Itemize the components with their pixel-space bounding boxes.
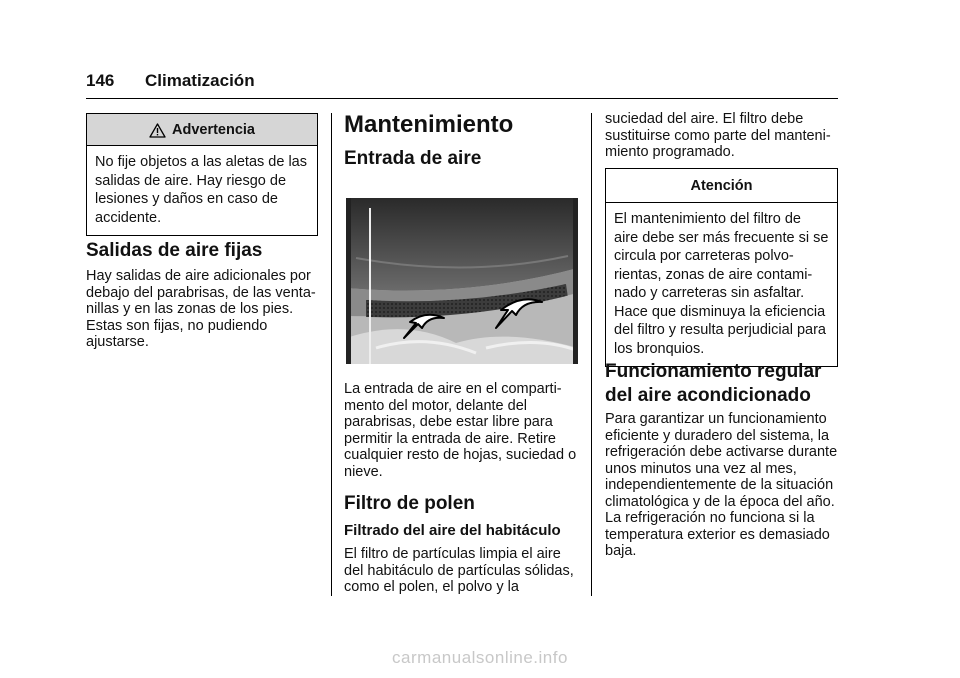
- fixed-vents-heading: Salidas de aire fijas: [86, 240, 263, 261]
- filter-continued-text: suciedad del aire. El filtro debe sustituirse como parte del manteni-miento programado.: [605, 111, 831, 160]
- warning-box-title: Advertencia: [171, 122, 255, 138]
- warning-triangle-icon: [149, 123, 166, 138]
- pollen-filter-heading: Filtro de polen: [344, 493, 475, 514]
- fixed-vents-text: Hay salidas de aire adicionales por debajo del parabrisas, de las venta-nillas y en las zonas de los pies. Estas son fijas, no pudiendo ajustarse.: [86, 268, 316, 350]
- column-divider-2: [591, 113, 592, 596]
- notice-box: [605, 168, 838, 367]
- engine-bay-air-intake-photo: [346, 198, 578, 364]
- notice-box-title: Atención: [606, 169, 837, 203]
- watermark: carmanualsonline.info: [392, 648, 568, 667]
- notice-box-text: El mantenimiento del filtro de aire debe ser más frecuente si se circula por carreteras polvo-rientas, zonas de aire contami-nado y carreteras sin asfaltar. Hace que disminuya la eficiencia del filtro y resulta perjudicial para los bronquios.: [614, 211, 829, 357]
- chapter-title: Climatización: [145, 71, 255, 90]
- air-intake-heading: Entrada de aire: [344, 148, 482, 169]
- warning-box-text: No fije objetos a las aletas de las salidas de aire. Hay riesgo de lesiones y daños en caso de accidente.: [87, 145, 317, 235]
- header-rule: [86, 98, 838, 99]
- warning-box: [86, 113, 318, 236]
- ac-regular-text: Para garantizar un funcionamiento eficiente y duradero del sistema, la refrigeración debe activarse durante unos minutos una vez al mes, independientemente de la situación climatológica y de la época del año. La refrigeración no funciona si la temperatura exterior es demasiado baja.: [605, 411, 838, 559]
- maintenance-heading: Mantenimiento: [344, 111, 514, 138]
- column-divider-1: [331, 113, 332, 596]
- warning-box-header: [87, 114, 317, 145]
- pollen-filter-text: El filtro de partículas limpia el aire del habitáculo de partículas sólidas, como el polen, el polvo y la: [344, 546, 574, 595]
- ac-regular-heading: Funcionamiento regular del aire acondicionado: [605, 361, 822, 406]
- pollen-filter-subheading: Filtrado del aire del habitáculo: [344, 522, 561, 539]
- air-intake-text: La entrada de aire en el comparti-mento del motor, delante del parabrisas, debe estar libre para permitir la entrada de aire. Retire cualquier resto de hojas, suciedad o nieve.: [344, 381, 577, 480]
- page-number: 146: [86, 71, 115, 90]
